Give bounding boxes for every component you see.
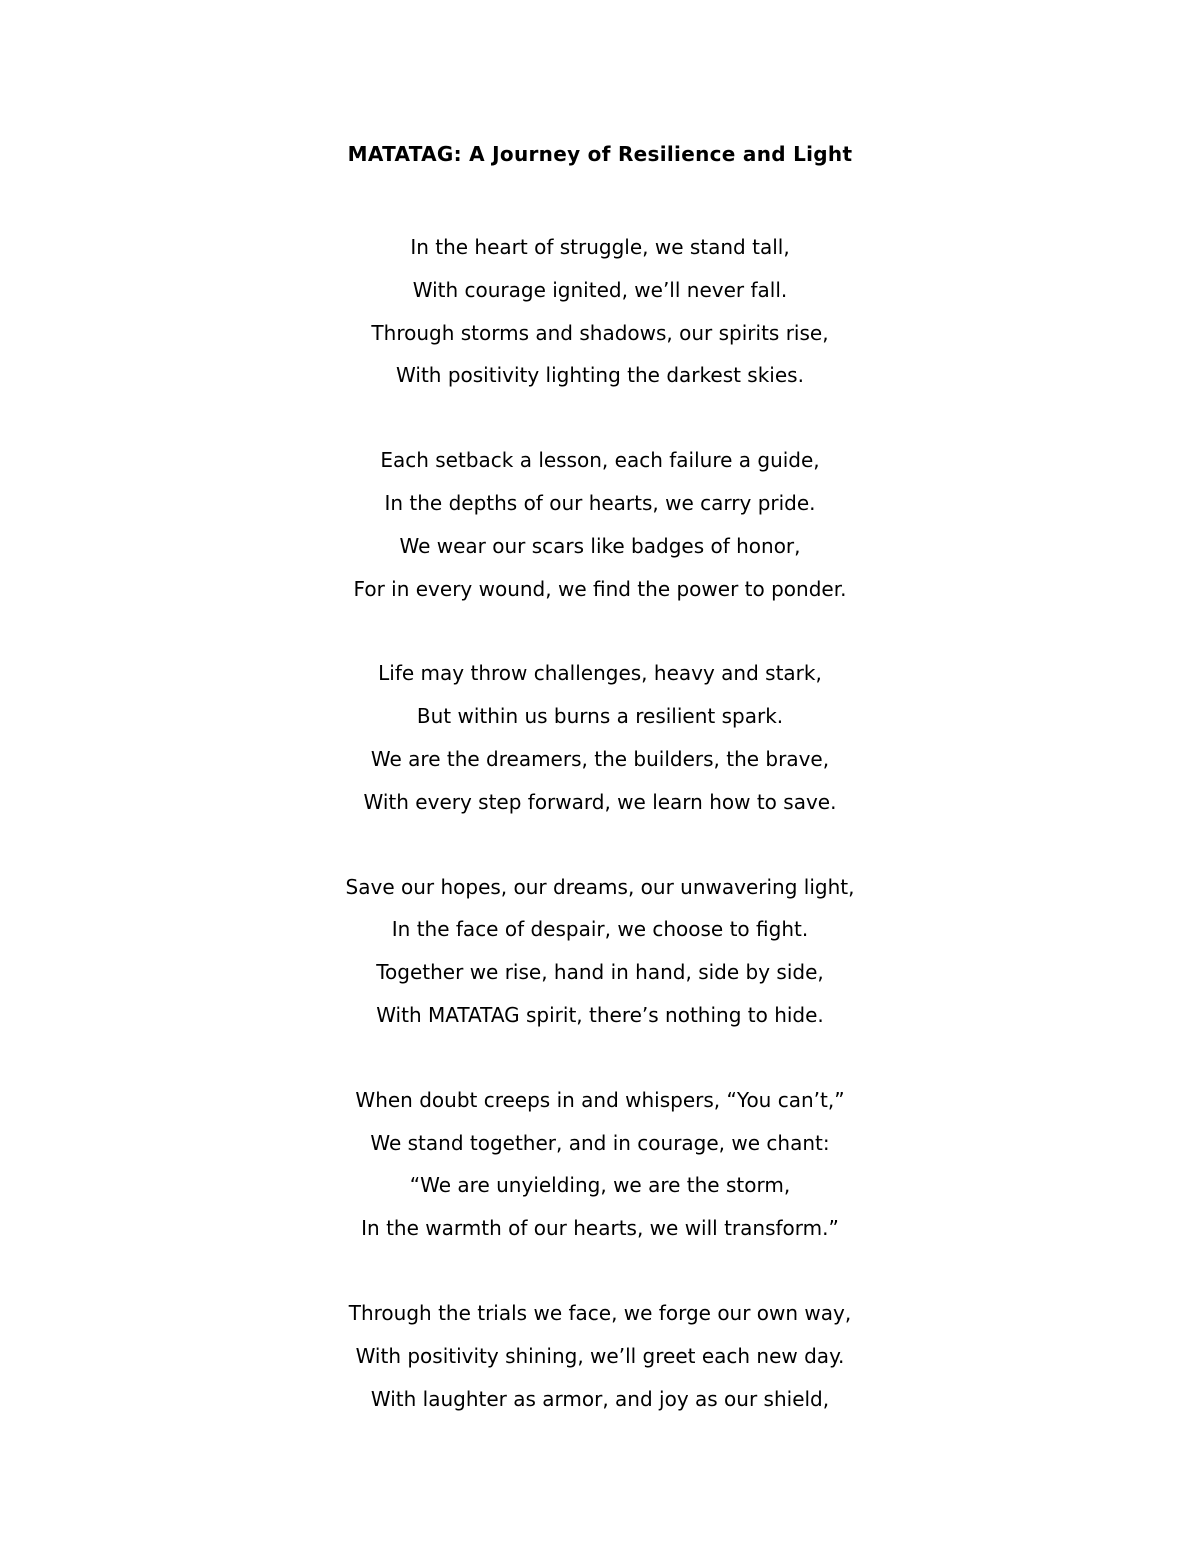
poem-line: We are the dreamers, the builders, the brave, bbox=[370, 746, 830, 771]
poem-line: Save our hopes, our dreams, our unwavering light, bbox=[345, 874, 855, 899]
poem-line: Through storms and shadows, our spirits rise, bbox=[371, 320, 829, 345]
poem-title: MATATAG: A Journey of Resilience and Light bbox=[347, 142, 853, 166]
poem-line: For in every wound, we find the power to ponder. bbox=[353, 576, 847, 601]
poem-line: With positivity lighting the darkest skies. bbox=[396, 363, 804, 388]
stanza-4 bbox=[0, 866, 1200, 1037]
stanza-1 bbox=[0, 226, 1200, 397]
poem-line: With MATATAG spirit, there’s nothing to hide. bbox=[376, 1002, 824, 1027]
poem-line: We stand together, and in courage, we chant: bbox=[370, 1130, 830, 1155]
poem-line: When doubt creeps in and whispers, “You can’t,” bbox=[355, 1087, 845, 1112]
poem-line: In the face of despair, we choose to fight. bbox=[391, 917, 809, 942]
poem-line: Together we rise, hand in hand, side by side, bbox=[376, 960, 824, 985]
poem-line: With every step forward, we learn how to save. bbox=[363, 789, 837, 814]
poem-line: With positivity shining, we’ll greet each new day. bbox=[355, 1343, 845, 1368]
poem-body bbox=[0, 226, 1200, 1462]
stanza-2 bbox=[0, 439, 1200, 610]
poem-line: Each setback a lesson, each failure a guide, bbox=[380, 448, 820, 473]
stanza-6 bbox=[0, 1292, 1200, 1420]
poem-line: We wear our scars like badges of honor, bbox=[399, 533, 801, 558]
poem-line: With courage ignited, we’ll never fall. bbox=[412, 277, 788, 302]
stanza-5 bbox=[0, 1079, 1200, 1250]
stanza-3 bbox=[0, 652, 1200, 823]
poem-line: Life may throw challenges, heavy and stark, bbox=[378, 661, 822, 686]
poem-line: Through the trials we face, we forge our own way, bbox=[348, 1300, 852, 1325]
poem-line: In the depths of our hearts, we carry pride. bbox=[384, 490, 816, 515]
poem-line: In the heart of struggle, we stand tall, bbox=[410, 235, 790, 259]
poem-line: But within us burns a resilient spark. bbox=[416, 704, 784, 729]
poem-line: “We are unyielding, we are the storm, bbox=[409, 1173, 791, 1198]
poem-line: In the warmth of our hearts, we will transform.” bbox=[361, 1216, 839, 1241]
poem-line: With laughter as armor, and joy as our shield, bbox=[370, 1386, 830, 1411]
